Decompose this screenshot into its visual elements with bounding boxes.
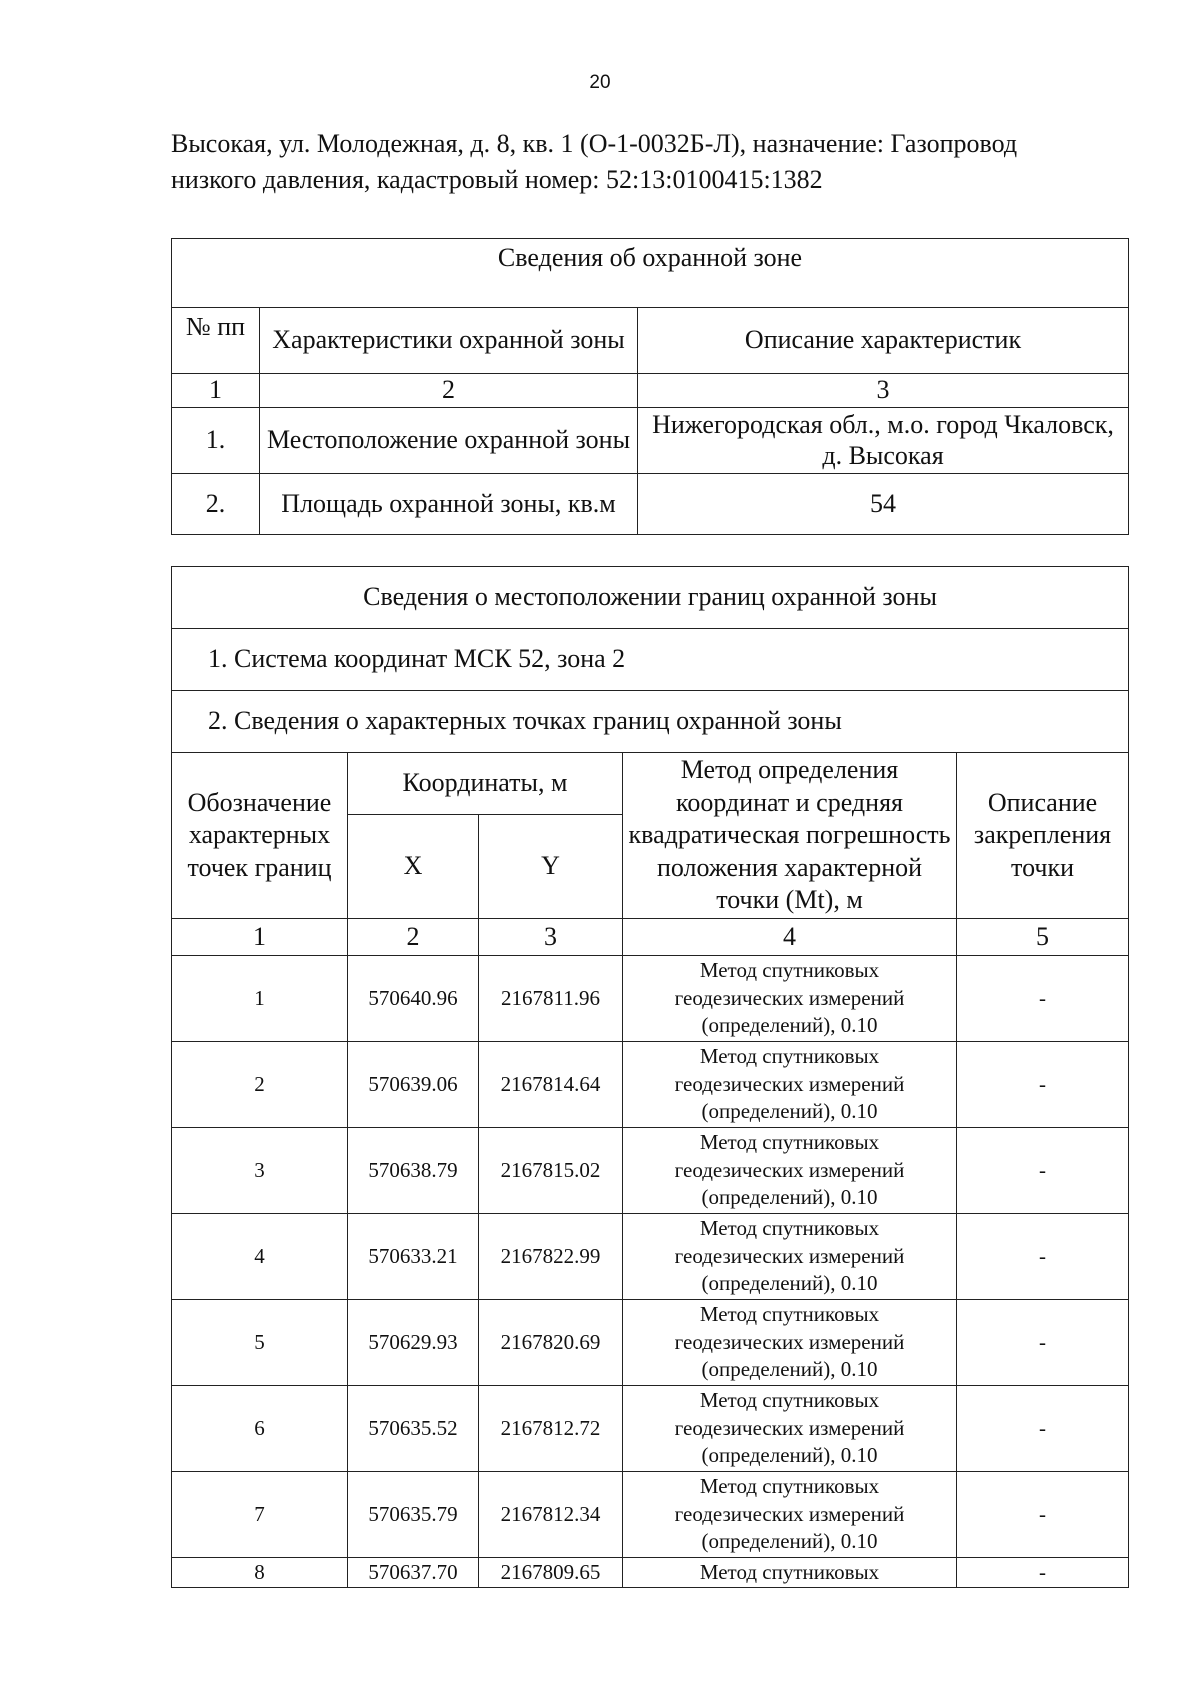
- point-id: 8: [172, 1558, 348, 1588]
- zone-info-table: [171, 238, 1129, 535]
- point-id: 1: [172, 956, 348, 1042]
- point-fixing: -: [957, 1300, 1129, 1386]
- col-number: 4: [623, 919, 957, 956]
- header-method: Метод определения координат и средняя квадратическая погрешность положения характерной точки (Mt), м: [623, 753, 957, 919]
- row-characteristic: Местоположение охранной зоны: [260, 408, 638, 474]
- table-row: [172, 1472, 1129, 1558]
- row-characteristic: Площадь охранной зоны, кв.м: [260, 474, 638, 535]
- boundary-info-table: [171, 566, 1129, 1588]
- table-row: [172, 1214, 1129, 1300]
- col-number: 3: [638, 374, 1129, 408]
- table-row: [172, 1128, 1129, 1214]
- point-fixing: -: [957, 1042, 1129, 1128]
- point-method: Метод спутниковых геодезических измерений (определений), 0.10: [623, 1042, 957, 1128]
- col-number: 5: [957, 919, 1129, 956]
- col-number: 1: [172, 919, 348, 956]
- point-id: 7: [172, 1472, 348, 1558]
- row-description: Нижегородская обл., м.о. город Чкаловск, д. Высокая: [638, 408, 1129, 474]
- points-title: 2. Сведения о характерных точках границ охранной зоны: [172, 691, 1129, 753]
- point-id: 3: [172, 1128, 348, 1214]
- table-row: [172, 1300, 1129, 1386]
- point-y: 2167809.65: [479, 1558, 623, 1588]
- header-coordinates: Координаты, м: [348, 753, 623, 815]
- header-x: X: [348, 815, 479, 919]
- header-y: Y: [479, 815, 623, 919]
- point-x: 570638.79: [348, 1128, 479, 1214]
- point-method: Метод спутниковых геодезических измерений (определений), 0.10: [623, 956, 957, 1042]
- point-x: 570633.21: [348, 1214, 479, 1300]
- point-method: Метод спутниковых геодезических измерений (определений), 0.10: [623, 1128, 957, 1214]
- point-id: 6: [172, 1386, 348, 1472]
- point-fixing: -: [957, 1214, 1129, 1300]
- point-x: 570637.70: [348, 1558, 479, 1588]
- point-x: 570635.52: [348, 1386, 479, 1472]
- boundary-info-title: Сведения о местоположении границ охранной зоны: [172, 567, 1129, 629]
- point-method: Метод спутниковых геодезических измерений (определений), 0.10: [623, 1214, 957, 1300]
- col-number: 3: [479, 919, 623, 956]
- header-designation: Обозначение характерных точек границ: [172, 753, 348, 919]
- row-num: 2.: [172, 474, 260, 535]
- col-number: 2: [260, 374, 638, 408]
- point-method: Метод спутниковых: [623, 1558, 957, 1588]
- point-fixing: -: [957, 956, 1129, 1042]
- table-row: [172, 1558, 1129, 1588]
- point-x: 570629.93: [348, 1300, 479, 1386]
- intro-line-2: низкого давления, кадастровый номер: 52:13:0100415:1382: [171, 164, 823, 194]
- point-fixing: -: [957, 1128, 1129, 1214]
- point-x: 570635.79: [348, 1472, 479, 1558]
- header-description: Описание характеристик: [638, 308, 1129, 374]
- point-fixing: -: [957, 1472, 1129, 1558]
- point-y: 2167820.69: [479, 1300, 623, 1386]
- page-number: 20: [589, 72, 611, 93]
- table-row: [172, 956, 1129, 1042]
- point-x: 570640.96: [348, 956, 479, 1042]
- header-characteristic: Характеристики охранной зоны: [260, 308, 638, 374]
- header-fixing: Описание закрепления точки: [957, 753, 1129, 919]
- point-y: 2167812.72: [479, 1386, 623, 1472]
- point-y: 2167822.99: [479, 1214, 623, 1300]
- table-row: [172, 1042, 1129, 1128]
- point-id: 4: [172, 1214, 348, 1300]
- header-num: № пп: [172, 308, 260, 374]
- intro-line-1: Высокая, ул. Молодежная, д. 8, кв. 1 (О-1-0032Б-Л), назначение: Газопровод: [171, 129, 1018, 158]
- zone-info-title: Сведения об охранной зоне: [172, 239, 1129, 308]
- point-y: 2167814.64: [479, 1042, 623, 1128]
- point-x: 570639.06: [348, 1042, 479, 1128]
- point-fixing: -: [957, 1558, 1129, 1588]
- point-method: Метод спутниковых геодезических измерений (определений), 0.10: [623, 1300, 957, 1386]
- row-num: 1.: [172, 408, 260, 474]
- point-method: Метод спутниковых геодезических измерений (определений), 0.10: [623, 1386, 957, 1472]
- point-id: 5: [172, 1300, 348, 1386]
- intro-paragraph: [171, 126, 1129, 197]
- row-description: 54: [638, 474, 1129, 535]
- point-y: 2167811.96: [479, 956, 623, 1042]
- point-y: 2167815.02: [479, 1128, 623, 1214]
- point-id: 2: [172, 1042, 348, 1128]
- coord-system: 1. Система координат МСК 52, зона 2: [172, 629, 1129, 691]
- col-number: 1: [172, 374, 260, 408]
- point-y: 2167812.34: [479, 1472, 623, 1558]
- col-number: 2: [348, 919, 479, 956]
- point-method: Метод спутниковых геодезических измерений (определений), 0.10: [623, 1472, 957, 1558]
- table-row: [172, 1386, 1129, 1472]
- point-fixing: -: [957, 1386, 1129, 1472]
